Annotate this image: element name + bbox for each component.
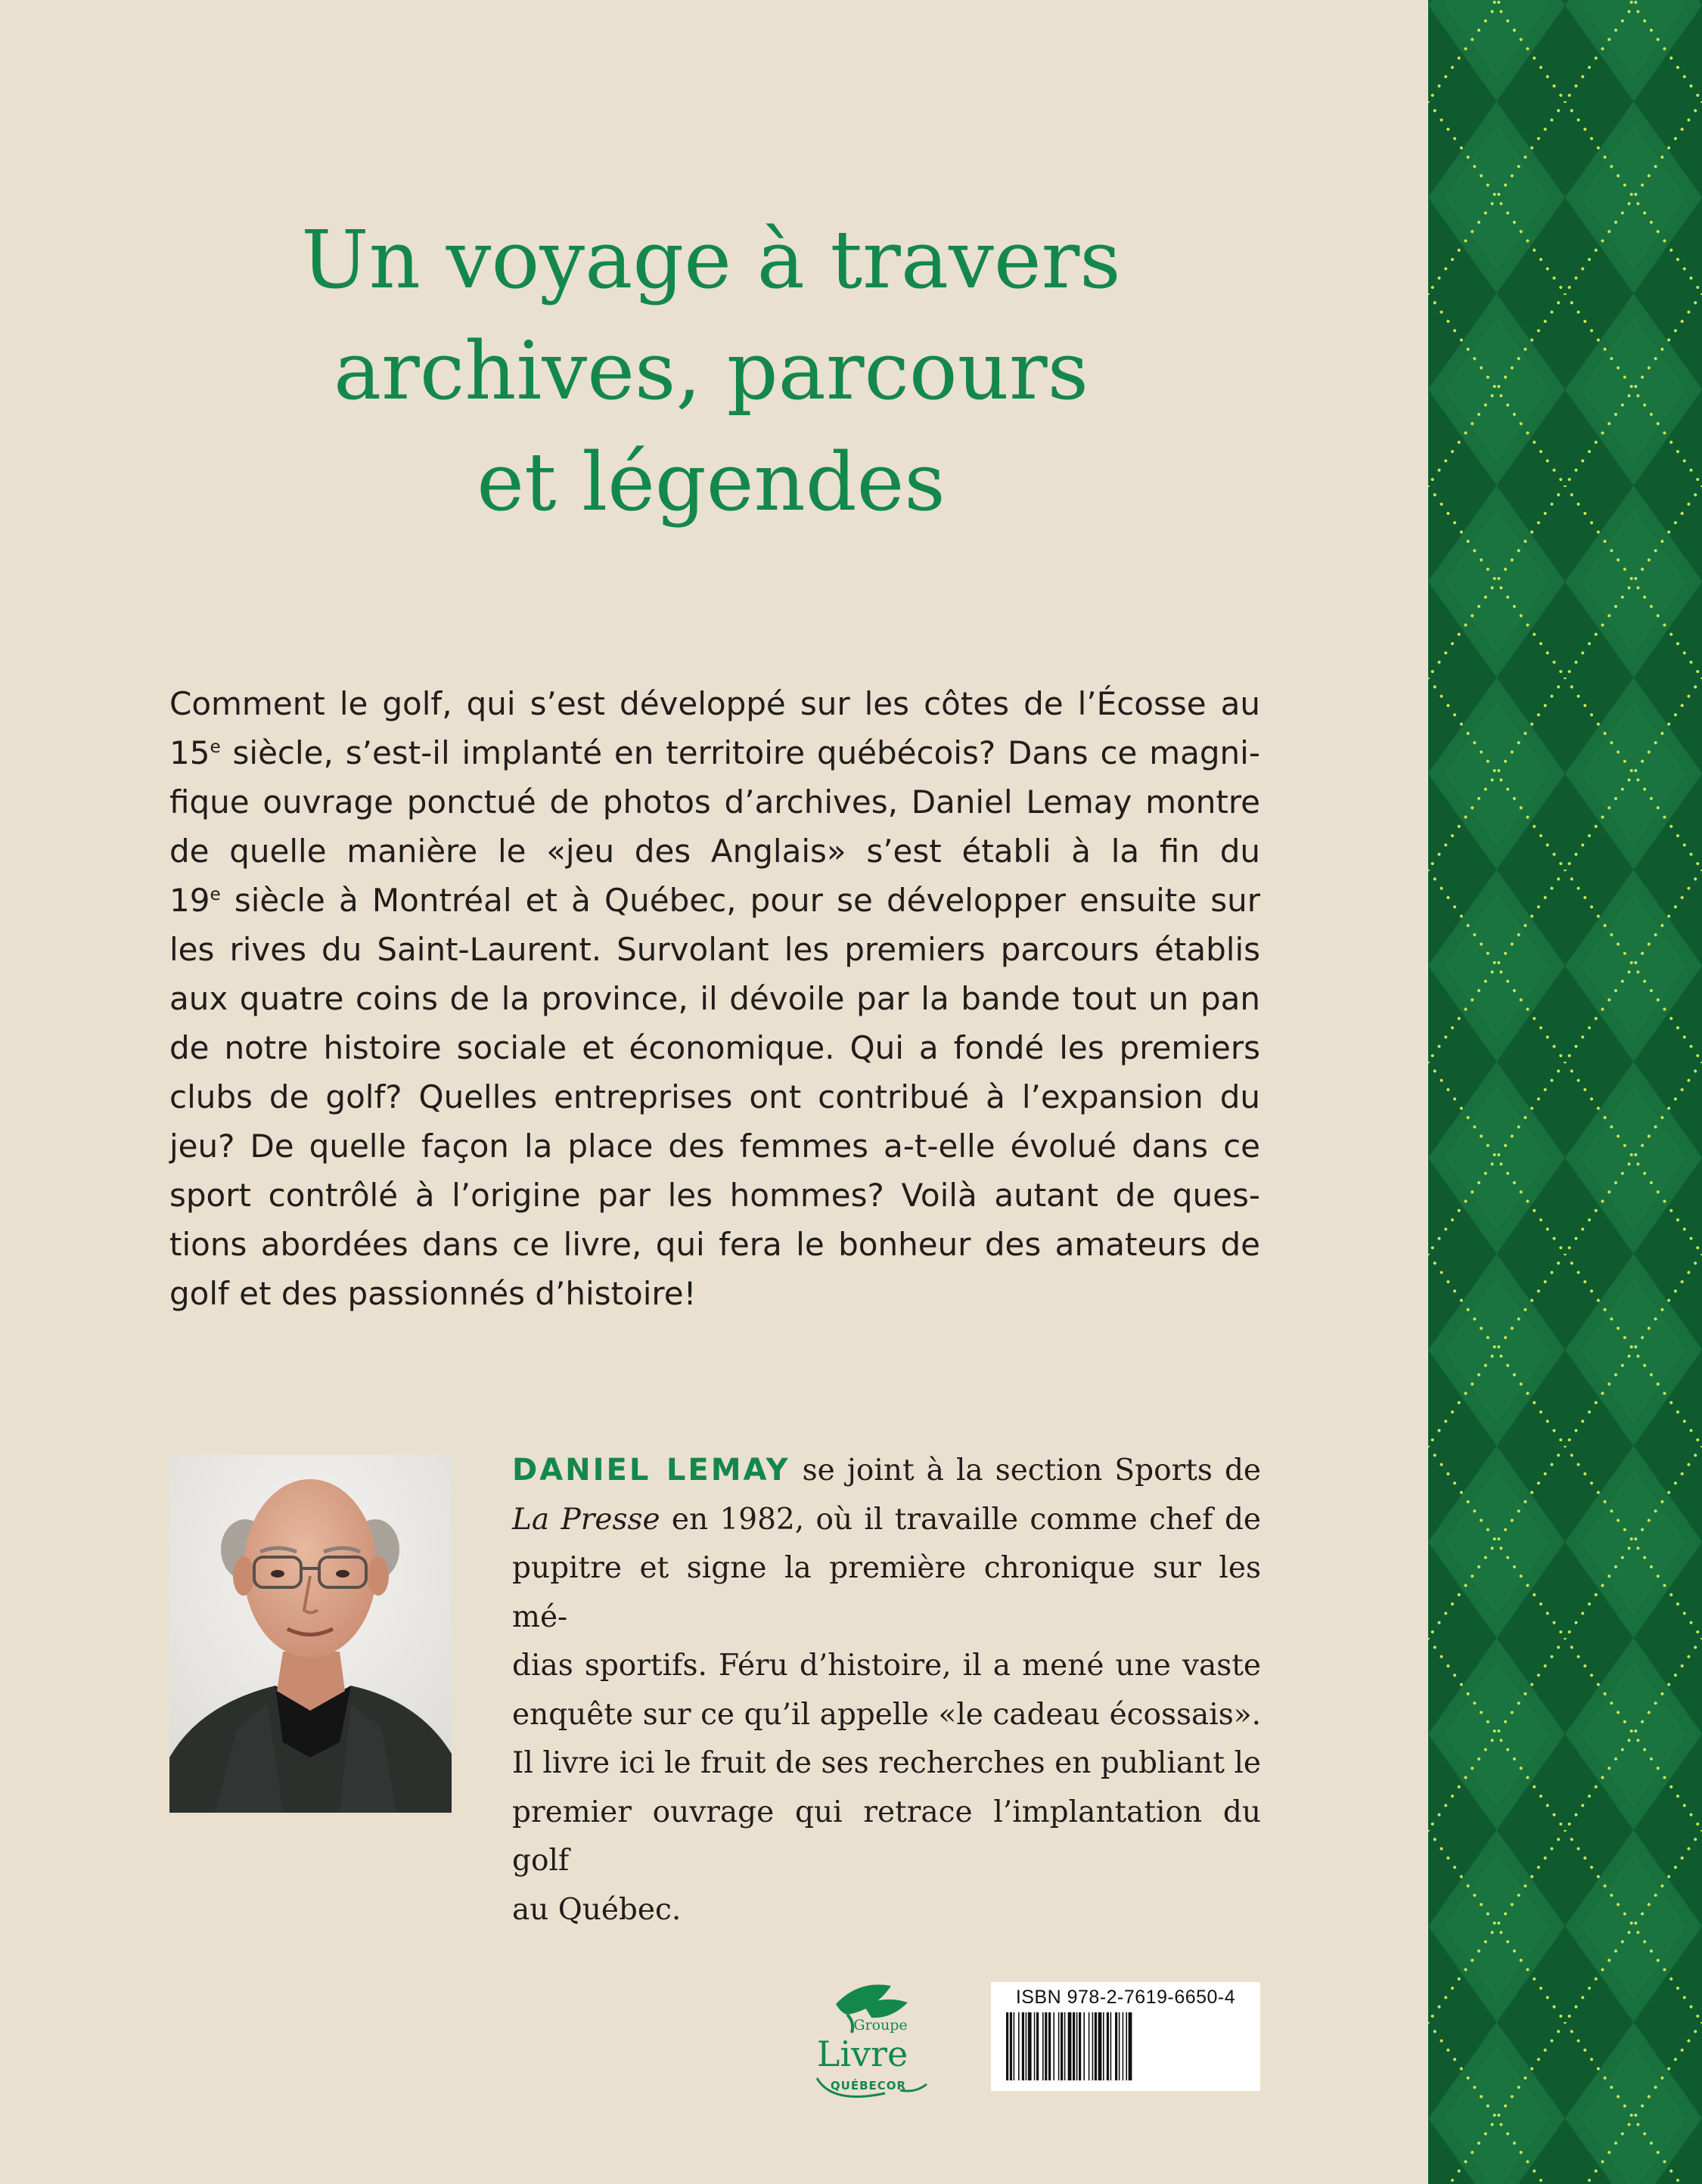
barcode-bar [1045,2012,1047,2080]
barcode-bar [1123,2012,1124,2080]
bio-line: au Québec. [512,1892,682,1927]
bio-text: en 1982, où il travaille comme chef de [660,1502,1261,1537]
bio-line [512,1496,1261,1545]
barcode-bar [1064,2012,1066,2080]
headline-line-3: et légendes [477,436,946,529]
barcode-bar [1119,2012,1120,2080]
description-line: de notre histoire sociale et économique. Qui a fondé les premiers [169,1029,1260,1066]
description-line: les rives du Saint-Laurent. Survolant les premiers parcours établis [169,931,1260,968]
barcode-bar [1126,2012,1127,2080]
century-number: 19 [169,882,210,919]
book-description [169,679,1260,1318]
barcode-bar [1036,2012,1039,2080]
description-text: siècle à Montréal et à Québec, pour se développer ensuite sur [220,882,1260,919]
bio-line: Il livre ici le fruit de ses recherches en publiant le [512,1746,1261,1780]
barcode-bar [1028,2012,1032,2080]
barcode-bar [1026,2012,1027,2080]
barcode-bar [1042,2012,1044,2080]
barcode-bar [1006,2012,1008,2080]
barcode-bar [1034,2012,1036,2080]
bio-line: enquête sur ce qu’il appelle «le cadeau écossais». [512,1697,1261,1732]
isbn-barcode-box [991,1982,1260,2091]
bio-line: dias sportifs. Féru d’histoire, il a mené une vaste [512,1649,1261,1683]
publisher-logo [802,1980,938,2108]
barcode-bar [1103,2012,1104,2080]
barcode-bar [1098,2012,1102,2080]
barcode-bar [1010,2012,1012,2080]
barcode-bar [1018,2012,1020,2080]
logo-groupe-text: Groupe [853,2017,908,2034]
description-line: aux quatre coins de la province, il dévoile par la bande tout un pan [169,980,1260,1017]
barcode-bar [1092,2012,1094,2080]
description-line: golf et des passionnés d’histoire! [169,1275,697,1312]
barcode-bar [1014,2012,1015,2080]
description-line [169,728,1260,777]
headline-line-2: archives, parcours [333,324,1089,417]
logo-livre-text: Livre [816,2034,908,2074]
barcode-bar [1083,2012,1085,2080]
ordinal-superscript: e [210,737,221,757]
description-line: de quelle manière le «jeu des Anglais» s’est établi à la fin du [169,833,1260,870]
author-name: DANIEL LEMAY [512,1453,790,1488]
newspaper-title: La Presse [512,1502,660,1537]
description-line: Comment le golf, qui s’est développé sur les côtes de l’Écosse au [169,685,1260,722]
description-line: jeu? De quelle façon la place des femmes a-t-elle évolué dans ce [169,1128,1260,1165]
barcode-bar [1058,2012,1060,2080]
isbn-number: ISBN 978-2-7619-6650-4 [1015,1987,1236,2008]
author-portrait-image [169,1455,452,1813]
barcode-bar [1048,2012,1051,2080]
barcode-bar [1061,2012,1063,2080]
barcode-bar [1022,2012,1024,2080]
description-line [169,876,1260,925]
barcode-bar [1095,2012,1097,2080]
century-number: 15 [169,734,210,771]
barcode-bar [1053,2012,1054,2080]
headline-line-1: Un voyage à travers [301,213,1121,306]
description-line: sport contrôlé à l’origine par les hommes? Voilà autant de ques- [169,1177,1260,1214]
barcode-bar [1079,2012,1081,2080]
barcode-bar [1110,2012,1112,2080]
barcode-bar [1129,2012,1132,2080]
description-line: tions abordées dans ce livre, qui fera le bonheur des amateurs de [169,1226,1260,1263]
barcode-bar [1076,2012,1078,2080]
logo-quebecor-text: QUÉBECOR [830,2079,907,2092]
bio-line: pupitre et signe la première chronique sur les mé- [512,1551,1261,1634]
ordinal-superscript: e [210,885,221,904]
headline [151,204,1271,538]
barcode-bar [1073,2012,1075,2080]
barcode-bar [1068,2012,1072,2080]
bio-text: se joint à la section Sports de [790,1453,1261,1488]
description-line: fique ouvrage ponctué de photos d’archives, Daniel Lemay montre [169,783,1260,821]
barcode-bar [1107,2012,1109,2080]
description-line: clubs de golf? Quelles entreprises ont contribué à l’expansion du [169,1078,1260,1115]
barcode-bar [1115,2012,1117,2080]
bio-line [512,1446,1261,1496]
bio-line: premier ouvrage qui retrace l’implantation du golf [512,1795,1261,1878]
barcode-image [1005,2012,1247,2080]
barcode-bar [1089,2012,1090,2080]
argyle-pattern-band [1428,0,1702,2184]
description-text: siècle, s’est-il implanté en territoire québécois? Dans ce magni- [220,734,1260,771]
author-bio [512,1446,1261,1934]
